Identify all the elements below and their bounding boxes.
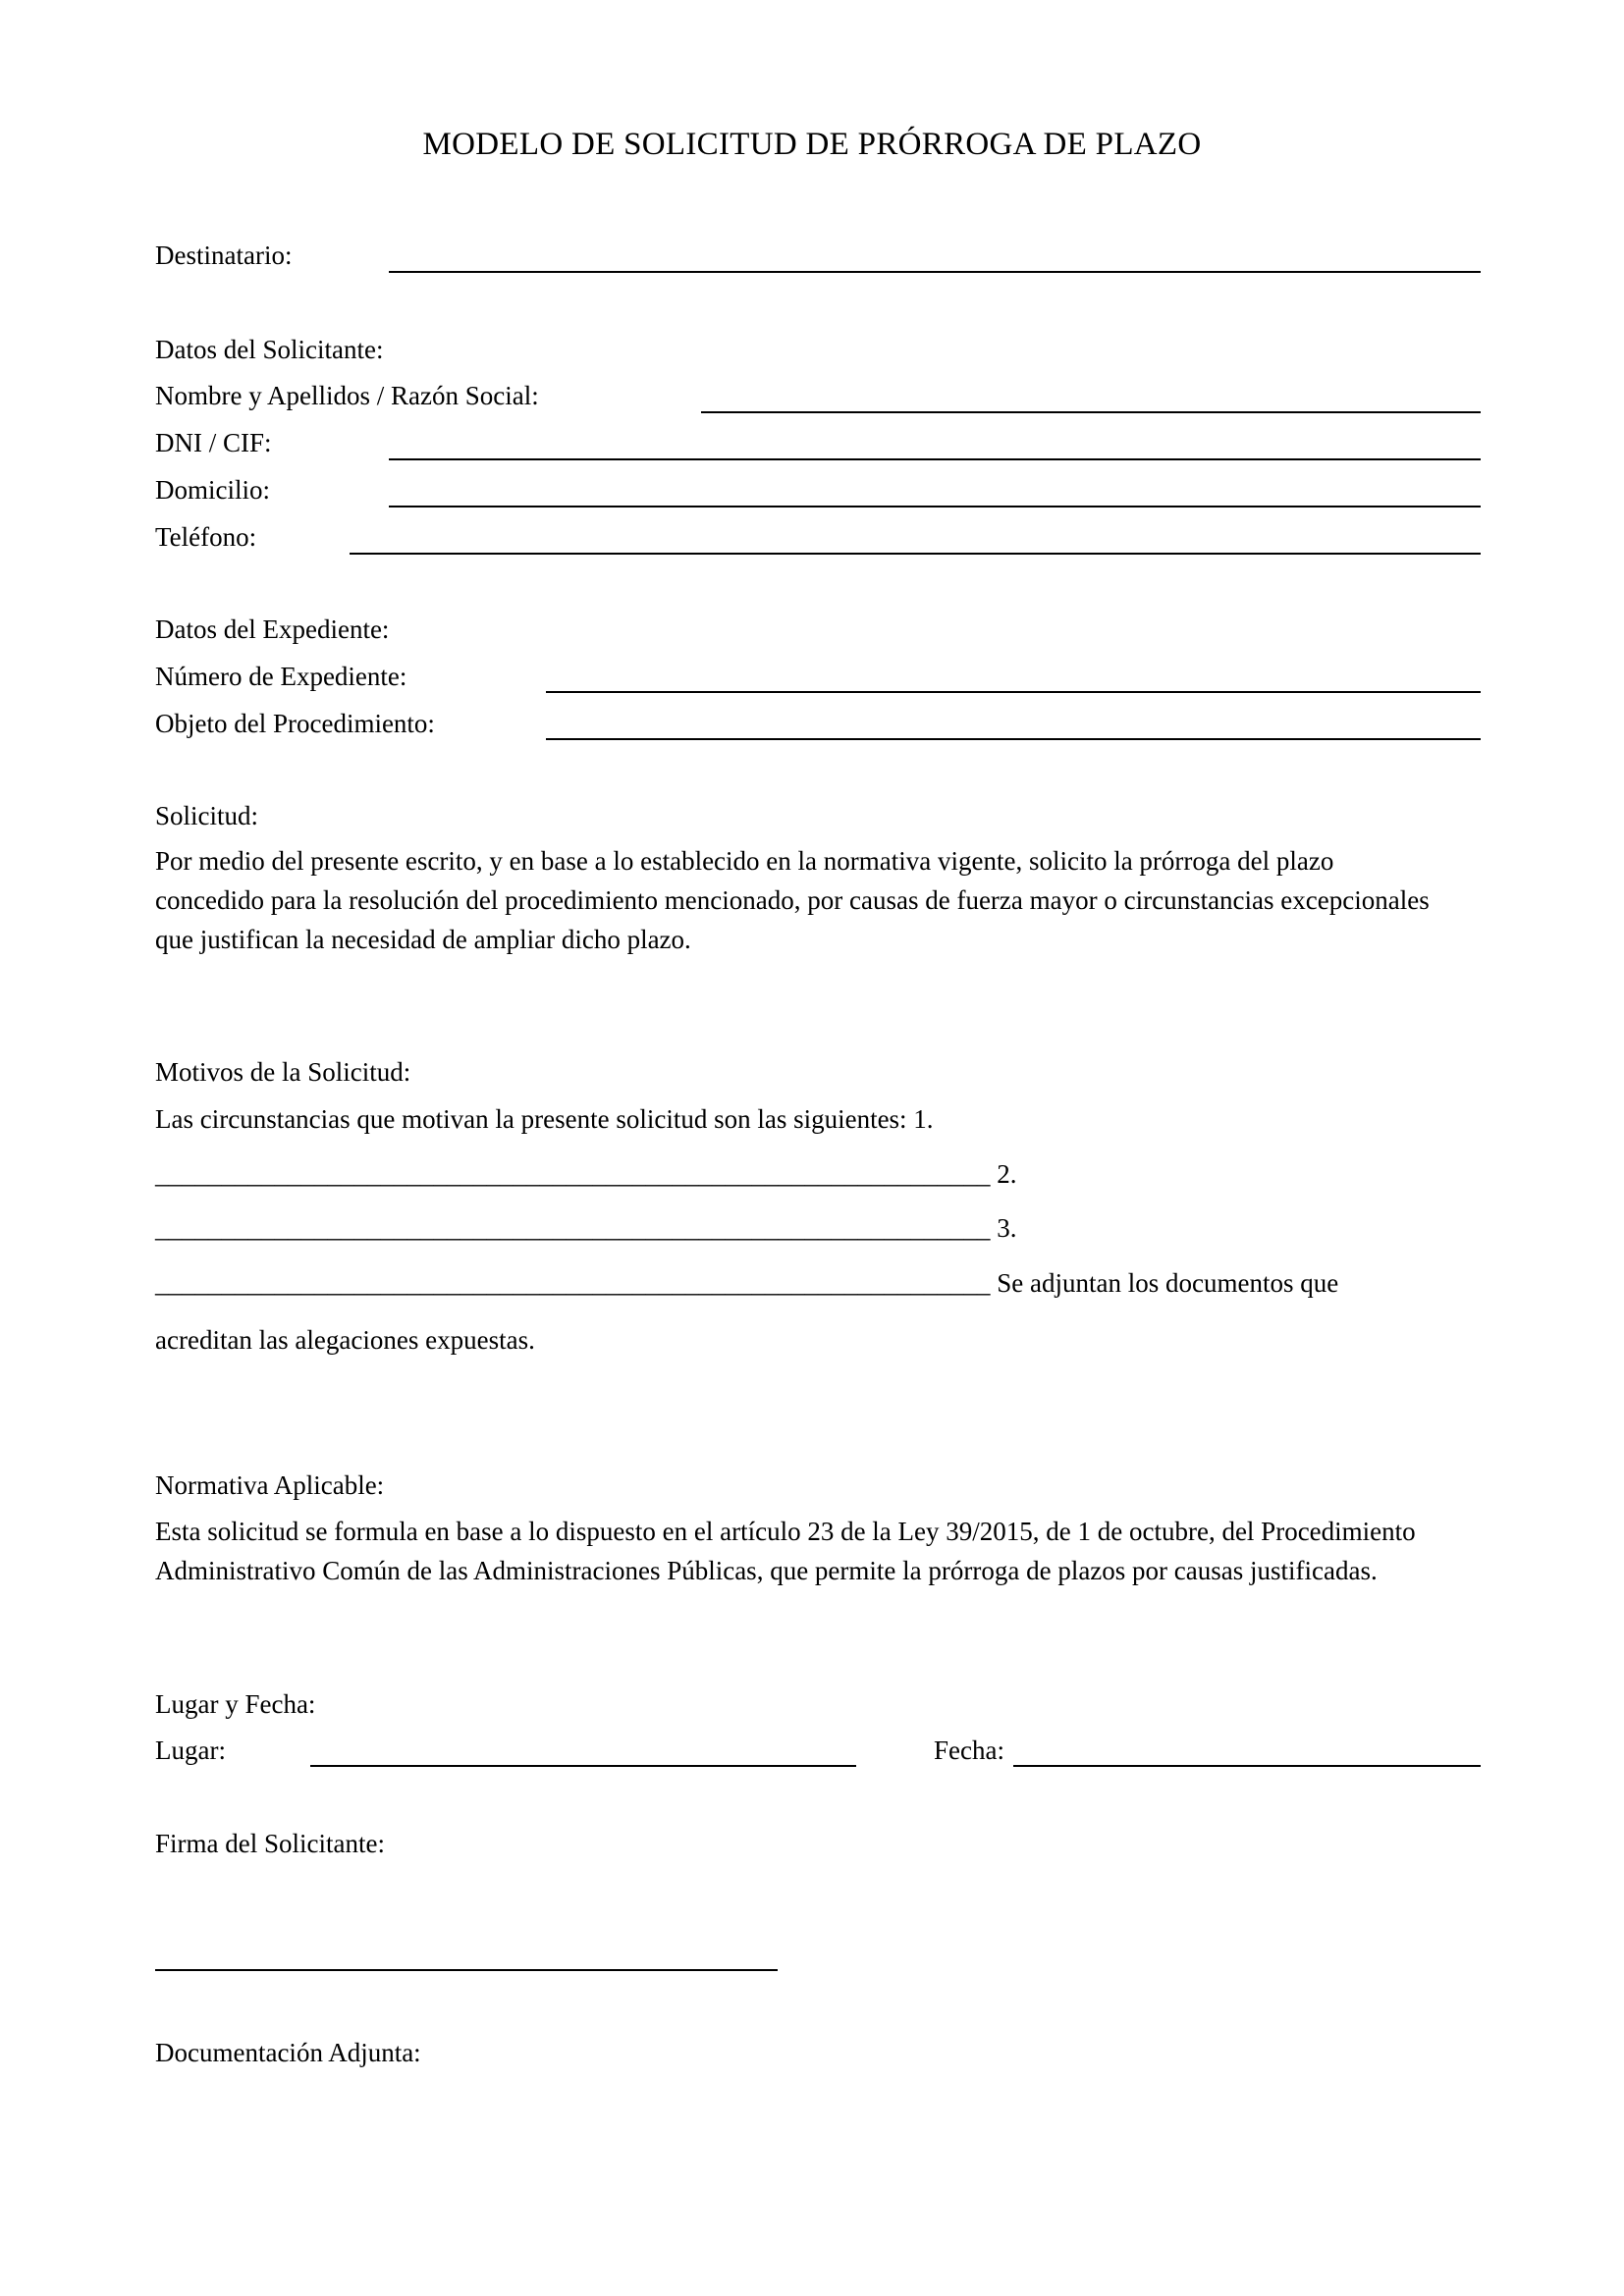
place-label: Lugar: [155, 1735, 226, 1765]
reason-2-number: 2. [997, 1159, 1017, 1189]
applicant-id-label: DNI / CIF: [155, 428, 272, 457]
date-label: Fecha: [934, 1735, 1004, 1765]
applicant-address-label: Domicilio: [155, 475, 270, 505]
attachments-note: Se adjuntan los documentos que [997, 1268, 1339, 1298]
recipient-label: Destinatario: [155, 240, 293, 270]
regulation-line: Administrativo Común de las Administraciones Públicas, que permite la prórroga de plazos por causas justificadas. [155, 1556, 1378, 1585]
reasons-closing: acreditan las alegaciones expuestas. [155, 1325, 535, 1355]
request-line: que justifican la necesidad de ampliar dicho plazo. [155, 925, 691, 954]
blank-line: _______________________________________________________________ [155, 1268, 991, 1298]
request-line: Por medio del presente escrito, y en base a lo establecido en la normativa vigente, solicito la prórroga del plazo [155, 846, 1334, 876]
file-number-label: Número de Expediente: [155, 662, 407, 691]
attachments-heading: Documentación Adjunta: [155, 2038, 421, 2067]
reason-3-blank[interactable] [155, 1270, 1338, 1297]
reason-2-blank[interactable] [155, 1215, 1017, 1242]
reasons-heading: Motivos de la Solicitud: [155, 1057, 411, 1087]
regulation-body [155, 1512, 1530, 1590]
signature-field[interactable] [155, 1969, 778, 1971]
blank-line: _______________________________________________________________ [155, 1213, 991, 1243]
place-field[interactable] [310, 1765, 856, 1767]
regulation-line: Esta solicitud se formula en base a lo dispuesto en el artículo 23 de la Ley 39/2015, de 1 de octubre, del Procedimiento [155, 1517, 1416, 1546]
file-number-field[interactable] [546, 691, 1481, 693]
request-body [155, 841, 1530, 959]
document-title: MODELO DE SOLICITUD DE PRÓRROGA DE PLAZO [422, 127, 1202, 162]
file-heading: Datos del Expediente: [155, 614, 390, 644]
request-line: concedido para la resolución del procedimiento mencionado, por causas de fuerza mayor o circunstancias excepcionales [155, 885, 1430, 915]
reason-3-number: 3. [997, 1213, 1017, 1243]
date-field[interactable] [1013, 1765, 1481, 1767]
file-object-field[interactable] [546, 738, 1481, 740]
applicant-heading: Datos del Solicitante: [155, 335, 384, 364]
applicant-name-label: Nombre y Apellidos / Razón Social: [155, 381, 539, 410]
applicant-name-field[interactable] [701, 411, 1481, 413]
blank-line: _______________________________________________________________ [155, 1159, 991, 1189]
regulation-heading: Normativa Aplicable: [155, 1470, 385, 1500]
file-object-label: Objeto del Procedimiento: [155, 709, 435, 738]
applicant-phone-field[interactable] [350, 553, 1481, 555]
reasons-intro: Las circunstancias que motivan la presente solicitud son las siguientes: 1. [155, 1104, 934, 1134]
place-date-heading: Lugar y Fecha: [155, 1689, 316, 1719]
recipient-field[interactable] [389, 271, 1481, 273]
applicant-address-field[interactable] [389, 506, 1481, 507]
applicant-phone-label: Teléfono: [155, 522, 257, 552]
reason-1-blank[interactable] [155, 1161, 1017, 1188]
signature-heading: Firma del Solicitante: [155, 1829, 385, 1858]
applicant-id-field[interactable] [389, 458, 1481, 460]
request-heading: Solicitud: [155, 801, 259, 830]
